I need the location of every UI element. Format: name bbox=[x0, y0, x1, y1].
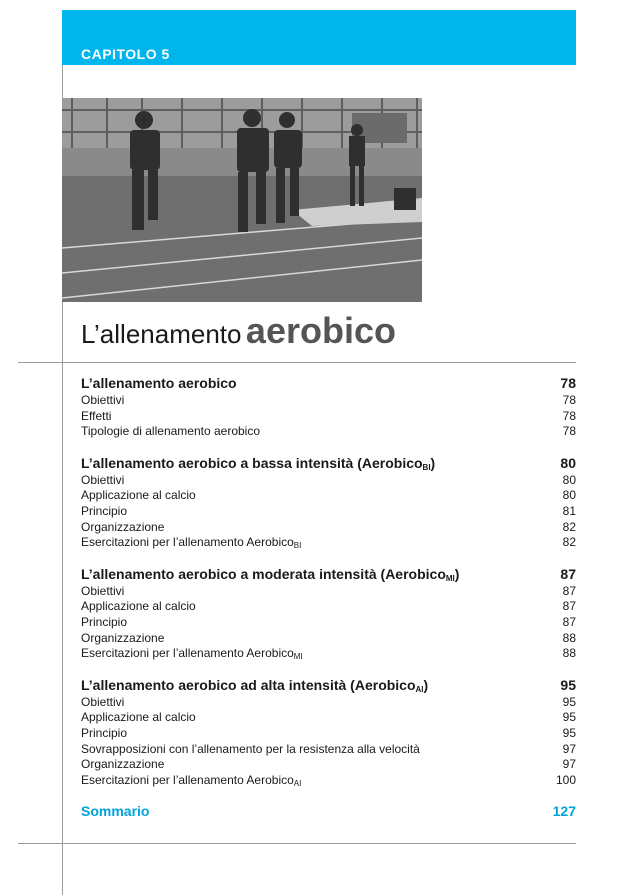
toc-item[interactable]: Obiettivi 95 bbox=[81, 694, 576, 709]
toc-item[interactable]: Sovrapposizioni con l’allenamento per la resistenza alla velocità 97 bbox=[81, 741, 576, 756]
runners-photo-illustration bbox=[62, 98, 422, 302]
toc-page: 87 bbox=[560, 565, 576, 582]
toc-item[interactable]: Organizzazione 97 bbox=[81, 757, 576, 772]
toc-item[interactable]: Organizzazione 88 bbox=[81, 630, 576, 645]
toc-item[interactable]: Applicazione al calcio 95 bbox=[81, 710, 576, 725]
title-divider bbox=[18, 362, 576, 363]
toc-item[interactable]: Applicazione al calcio 80 bbox=[81, 488, 576, 503]
toc-item[interactable]: Principio 95 bbox=[81, 725, 576, 740]
runners-photo bbox=[62, 98, 422, 302]
toc-item[interactable]: Esercitazioni per l’allenamento Aerobico$_{MI}$ 88 bbox=[81, 646, 576, 662]
title-part1: L’allenamento bbox=[81, 319, 242, 349]
toc-page: 78 bbox=[560, 375, 576, 391]
bottom-divider bbox=[18, 843, 576, 844]
toc-item[interactable]: Organizzazione 82 bbox=[81, 519, 576, 534]
toc-heading[interactable]: L’allenamento aerobico a moderata intensità (Aerobico$_{MI}$) 87 bbox=[81, 565, 576, 583]
page-title bbox=[81, 310, 396, 352]
toc-section bbox=[81, 565, 576, 662]
toc-item[interactable]: Esercitazioni per l’allenamento Aerobico$_{BI}$ 82 bbox=[81, 535, 576, 551]
toc-page: 80 bbox=[560, 454, 576, 471]
toc-item[interactable]: Tipologie di allenamento aerobico 78 bbox=[81, 424, 576, 439]
toc-item[interactable]: Obiettivi 80 bbox=[81, 472, 576, 487]
toc-heading[interactable]: L’allenamento aerobico 78 bbox=[81, 375, 576, 391]
toc-item[interactable]: Effetti 78 bbox=[81, 408, 576, 423]
toc-item[interactable]: Esercitazioni per l’allenamento Aerobico$_{AI}$ 100 bbox=[81, 772, 576, 788]
toc-section bbox=[81, 374, 576, 440]
toc-summary[interactable]: Sommario 127 bbox=[81, 803, 576, 820]
toc-heading[interactable]: L’allenamento aerobico a bassa intensità (Aerobico$_{BI}$) 80 bbox=[81, 454, 576, 472]
toc-section bbox=[81, 676, 576, 789]
chapter-label: CAPITOLO 5 bbox=[81, 46, 170, 62]
toc-item[interactable]: Obiettivi 87 bbox=[81, 583, 576, 598]
toc-item[interactable]: Principio 81 bbox=[81, 503, 576, 518]
table-of-contents bbox=[81, 374, 576, 821]
toc-item[interactable]: Obiettivi 78 bbox=[81, 393, 576, 407]
chapter-header-bar bbox=[62, 10, 576, 65]
toc-section bbox=[81, 454, 576, 551]
toc-heading[interactable]: L’allenamento aerobico ad alta intensità (Aerobico$_{AI}$) 95 bbox=[81, 676, 576, 694]
toc-item[interactable]: Principio 87 bbox=[81, 614, 576, 629]
title-part2: aerobico bbox=[245, 310, 396, 351]
toc-item[interactable]: Applicazione al calcio 87 bbox=[81, 599, 576, 614]
toc-page: 95 bbox=[560, 676, 576, 693]
